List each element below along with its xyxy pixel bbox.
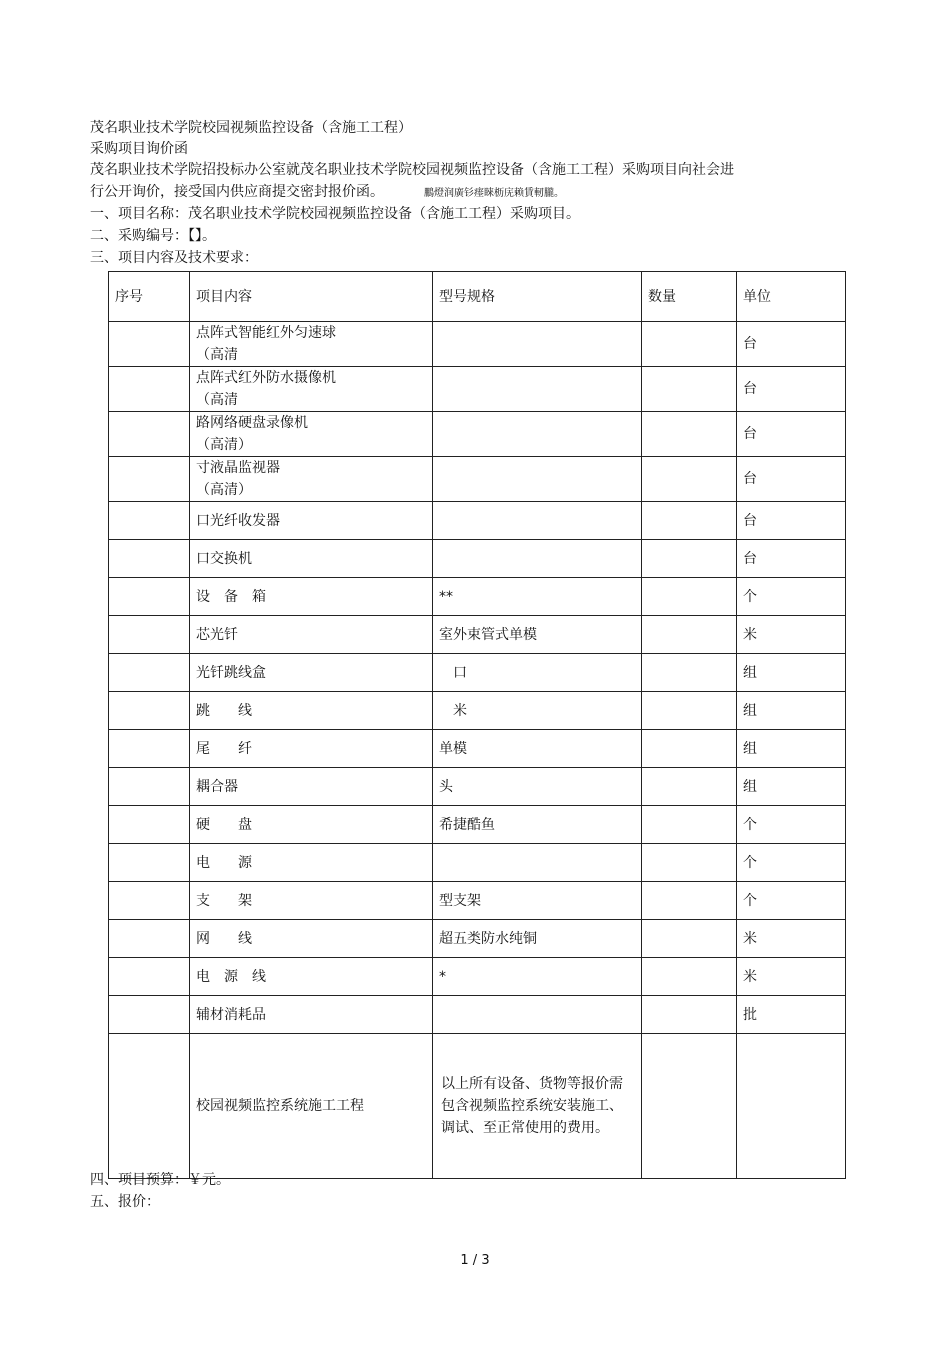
cell-content: 网 线: [190, 920, 433, 958]
cell-unit: 个: [737, 882, 846, 920]
table-row: [109, 540, 846, 578]
table-row: [109, 768, 846, 806]
cell-no: [109, 996, 190, 1034]
cell-qty: [642, 457, 737, 502]
table-row: [109, 502, 846, 540]
cell-qty: [642, 920, 737, 958]
cell-content: [190, 412, 433, 457]
cell-qty: [642, 412, 737, 457]
cell-unit: 组: [737, 768, 846, 806]
cell-spec-note: 以上所有设备、货物等报价需包含视频监控系统安装施工、调试、至正常使用的费用。: [433, 1034, 642, 1179]
cell-unit: 台: [737, 540, 846, 578]
header-qty: 数量: [642, 272, 737, 322]
cell-qty: [642, 958, 737, 996]
cell-unit: 台: [737, 412, 846, 457]
cell-content-line2: （高清: [196, 392, 238, 408]
cell-spec: **: [433, 578, 642, 616]
cell-spec: 型支架: [433, 882, 642, 920]
table-row: [109, 654, 846, 692]
table-row: [109, 322, 846, 367]
section-project-name: 一、项目名称：茂名职业技术学院校园视频监控设备（含施工工程）采购项目。: [90, 206, 580, 222]
table-row: [109, 882, 846, 920]
table-row: [109, 578, 846, 616]
document-subtitle: 采购项目询价函: [90, 141, 188, 157]
cell-spec: [433, 412, 642, 457]
cell-content: 口交换机: [190, 540, 433, 578]
section-quotation: 五、报价：: [90, 1194, 160, 1210]
cell-content: 口光纤收发器: [190, 502, 433, 540]
cell-spec: 希捷酷鱼: [433, 806, 642, 844]
cell-no: [109, 768, 190, 806]
cell-no: [109, 367, 190, 412]
cell-unit: 米: [737, 616, 846, 654]
cell-qty: [642, 882, 737, 920]
cell-no: [109, 322, 190, 367]
cell-content-line1: 寸液晶监视器: [196, 460, 280, 476]
intro-line-2-text: 行公开询价，接受国内供应商提交密封报价函。: [90, 184, 384, 200]
cell-no: [109, 654, 190, 692]
cell-qty: [642, 540, 737, 578]
cell-spec: *: [433, 958, 642, 996]
cell-no: [109, 578, 190, 616]
cell-unit: 台: [737, 322, 846, 367]
header-content: 项目内容: [190, 272, 433, 322]
cell-unit: 组: [737, 730, 846, 768]
header-spec: 型号规格: [433, 272, 642, 322]
page-number: 1 / 3: [460, 1253, 490, 1268]
cell-spec: 超五类防水纯铜: [433, 920, 642, 958]
cell-content: 耦合器: [190, 768, 433, 806]
section-content-requirements: 三、项目内容及技术要求：: [90, 250, 258, 266]
cell-no: [109, 502, 190, 540]
cell-no: [109, 844, 190, 882]
table-row: [109, 692, 846, 730]
table-row: [109, 730, 846, 768]
cell-no: [109, 806, 190, 844]
cell-content: 辅材消耗品: [190, 996, 433, 1034]
cell-unit: 个: [737, 806, 846, 844]
intro-line-2: [90, 182, 564, 204]
cell-content: 硬 盘: [190, 806, 433, 844]
cell-spec: 单模: [433, 730, 642, 768]
cell-spec: [433, 540, 642, 578]
cell-no: [109, 616, 190, 654]
cell-qty: [642, 996, 737, 1034]
items-table: [108, 271, 846, 1179]
cell-spec: 口: [433, 654, 642, 692]
cell-content-line2: （高清）: [196, 437, 252, 453]
table-row: [109, 616, 846, 654]
cell-spec: [433, 844, 642, 882]
cell-qty: [642, 654, 737, 692]
cell-spec: 室外束管式单模: [433, 616, 642, 654]
cell-unit: 台: [737, 457, 846, 502]
cell-unit: [737, 1034, 846, 1179]
table-row-construction: [109, 1034, 846, 1179]
cell-content: 支 架: [190, 882, 433, 920]
table-row: [109, 844, 846, 882]
cell-spec: [433, 996, 642, 1034]
table-row: [109, 367, 846, 412]
cell-content-line1: 点阵式智能红外匀速球: [196, 325, 336, 341]
cell-content: 设 备 箱: [190, 578, 433, 616]
cell-qty: [642, 578, 737, 616]
cell-spec: [433, 502, 642, 540]
cell-qty: [642, 806, 737, 844]
cell-content: 校园视频监控系统施工工程: [190, 1034, 433, 1179]
cell-no: [109, 958, 190, 996]
cell-content: 电 源: [190, 844, 433, 882]
cell-qty: [642, 322, 737, 367]
cell-unit: 批: [737, 996, 846, 1034]
cell-spec: 头: [433, 768, 642, 806]
table-row: [109, 996, 846, 1034]
cell-content: [190, 367, 433, 412]
table-row: [109, 806, 846, 844]
cell-content: 电 源 线: [190, 958, 433, 996]
cell-unit: 台: [737, 367, 846, 412]
cell-content: 尾 纤: [190, 730, 433, 768]
section-procurement-number: 二、采购编号：【】。: [90, 228, 216, 244]
header-no: 序号: [109, 272, 190, 322]
table-row: [109, 457, 846, 502]
cell-unit: 米: [737, 958, 846, 996]
cell-spec: [433, 322, 642, 367]
cell-qty: [642, 367, 737, 412]
document-title: 茂名职业技术学院校园视频监控设备（含施工工程）: [90, 120, 412, 136]
header-unit: 单位: [737, 272, 846, 322]
table-row: [109, 920, 846, 958]
section-budget: 四、项目预算：￥元。: [90, 1172, 230, 1188]
cell-content-line2: （高清: [196, 347, 238, 363]
cell-no: [109, 540, 190, 578]
cell-no: [109, 1034, 190, 1179]
cell-spec: 米: [433, 692, 642, 730]
cell-unit: 台: [737, 502, 846, 540]
cell-qty: [642, 502, 737, 540]
cell-qty: [642, 616, 737, 654]
cell-content-line2: （高清）: [196, 482, 252, 498]
cell-content: 光钎跳线盒: [190, 654, 433, 692]
cell-no: [109, 412, 190, 457]
garbled-text: 鵬燈润廣钐瘗睞枥庑赖賃軔朧。: [424, 188, 564, 199]
cell-unit: 组: [737, 692, 846, 730]
cell-content-line1: 路网络硬盘录像机: [196, 415, 308, 431]
cell-qty: [642, 1034, 737, 1179]
cell-content: 跳 线: [190, 692, 433, 730]
cell-unit: 组: [737, 654, 846, 692]
cell-unit: 个: [737, 578, 846, 616]
cell-qty: [642, 844, 737, 882]
cell-no: [109, 920, 190, 958]
cell-content: [190, 457, 433, 502]
cell-no: [109, 730, 190, 768]
cell-qty: [642, 768, 737, 806]
cell-content: 芯光钎: [190, 616, 433, 654]
cell-unit: 个: [737, 844, 846, 882]
cell-qty: [642, 730, 737, 768]
table-header-row: [109, 272, 846, 322]
cell-no: [109, 457, 190, 502]
cell-qty: [642, 692, 737, 730]
cell-no: [109, 692, 190, 730]
cell-unit: 米: [737, 920, 846, 958]
cell-spec: [433, 457, 642, 502]
cell-spec: [433, 367, 642, 412]
cell-no: [109, 882, 190, 920]
cell-content-line1: 点阵式红外防水摄像机: [196, 370, 336, 386]
cell-content: [190, 322, 433, 367]
table-row: [109, 958, 846, 996]
intro-line-1: 茂名职业技术学院招投标办公室就茂名职业技术学院校园视频监控设备（含施工工程）采购项目向社会进: [90, 162, 734, 178]
table-row: [109, 412, 846, 457]
